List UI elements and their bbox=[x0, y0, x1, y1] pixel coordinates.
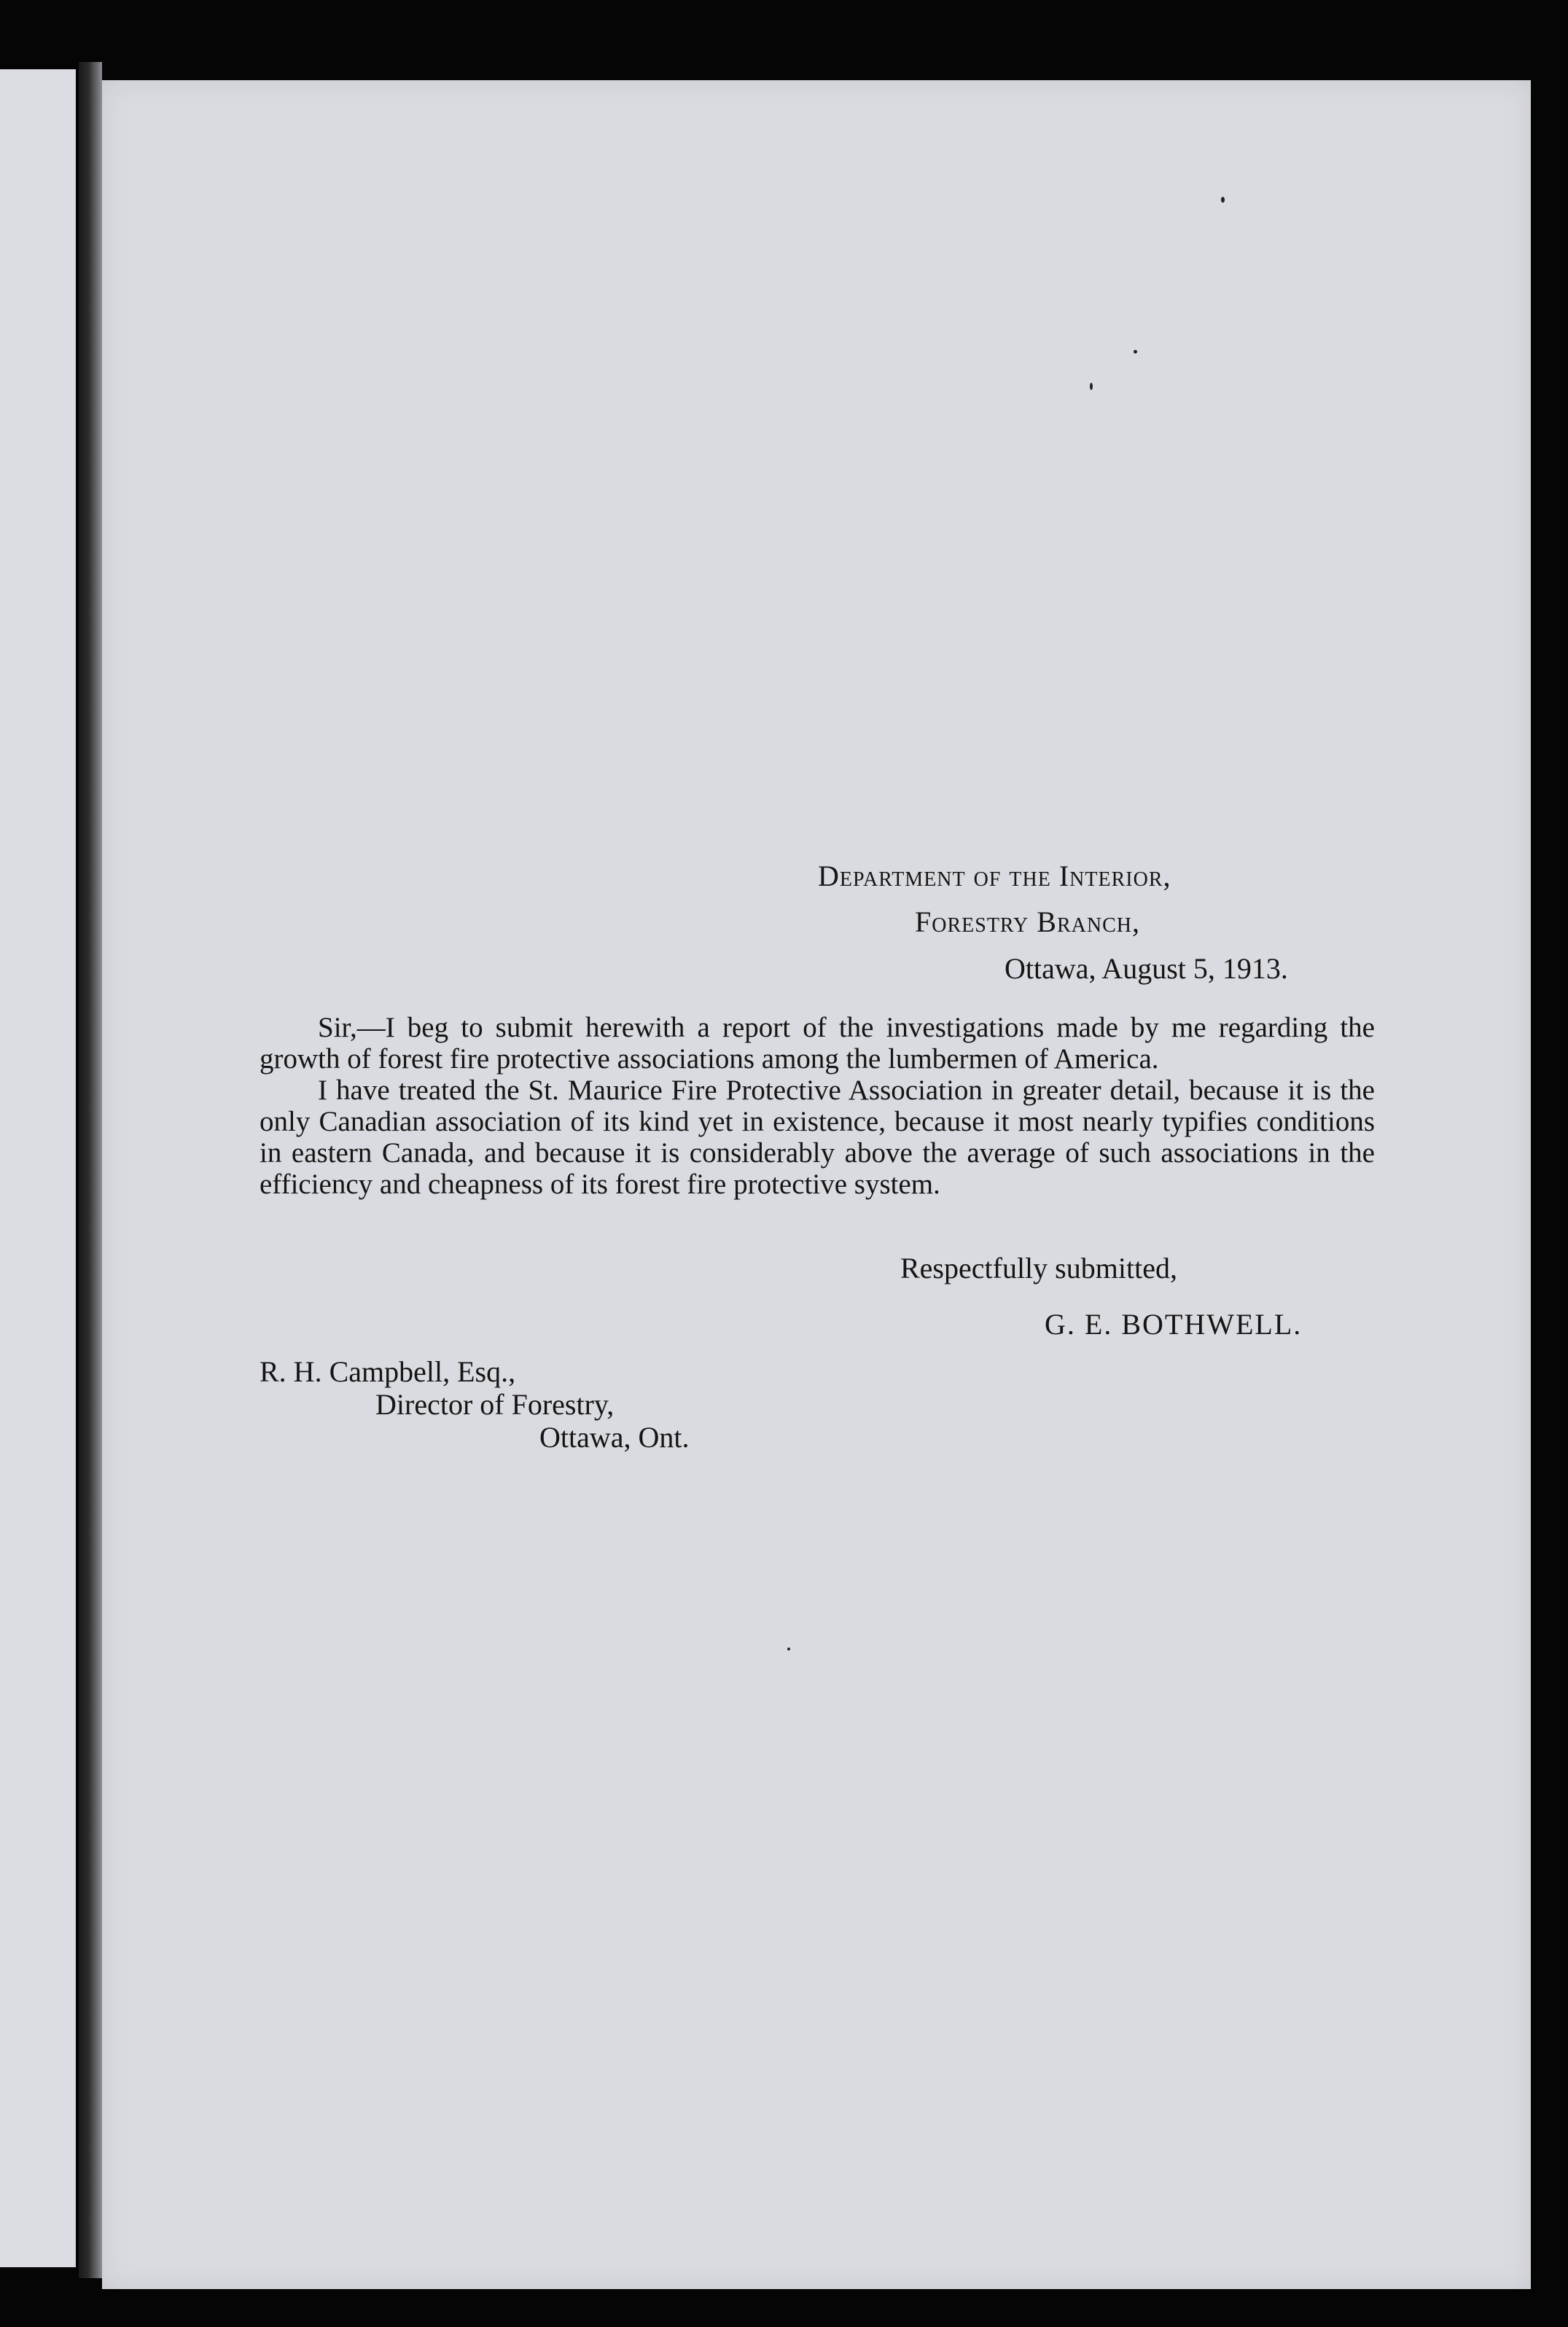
scan-speck bbox=[1134, 350, 1137, 354]
addressee-title: Director of Forestry, bbox=[375, 1388, 615, 1421]
addressee-location: Ottawa, Ont. bbox=[539, 1421, 690, 1454]
body-paragraph-1: Sir,—I beg to submit herewith a report of the investigations made by me regarding the growth of forest fire protective associations among the lumbermen of America. bbox=[260, 1012, 1375, 1075]
letter-body bbox=[260, 1012, 1375, 1200]
book-spine bbox=[79, 62, 102, 2278]
place-date: Ottawa, August 5, 1913. bbox=[1005, 952, 1288, 985]
body-paragraph-2: I have treated the St. Maurice Fire Protective Association in greater detail, because it is the only Canadian association of its kind yet in existence, because it most nearly typifies conditions in eastern Canada, and because it is considerably above the average of such associations in the efficiency and cheapness of its forest fire protective system. bbox=[260, 1075, 1375, 1200]
scan-speck bbox=[787, 1648, 790, 1650]
department-heading: Department of the Interior, bbox=[818, 860, 1171, 892]
addressee-name: R. H. Campbell, Esq., bbox=[260, 1355, 516, 1388]
closing-line: Respectfully submitted, bbox=[900, 1252, 1177, 1285]
place-date-line bbox=[1005, 953, 1288, 984]
branch-heading: Forestry Branch, bbox=[915, 905, 1140, 938]
signature: G. E. BOTHWELL. bbox=[1045, 1308, 1303, 1341]
scan-speck bbox=[1221, 197, 1225, 203]
facing-page-edge bbox=[0, 69, 76, 2267]
scan-speck bbox=[1090, 383, 1093, 390]
